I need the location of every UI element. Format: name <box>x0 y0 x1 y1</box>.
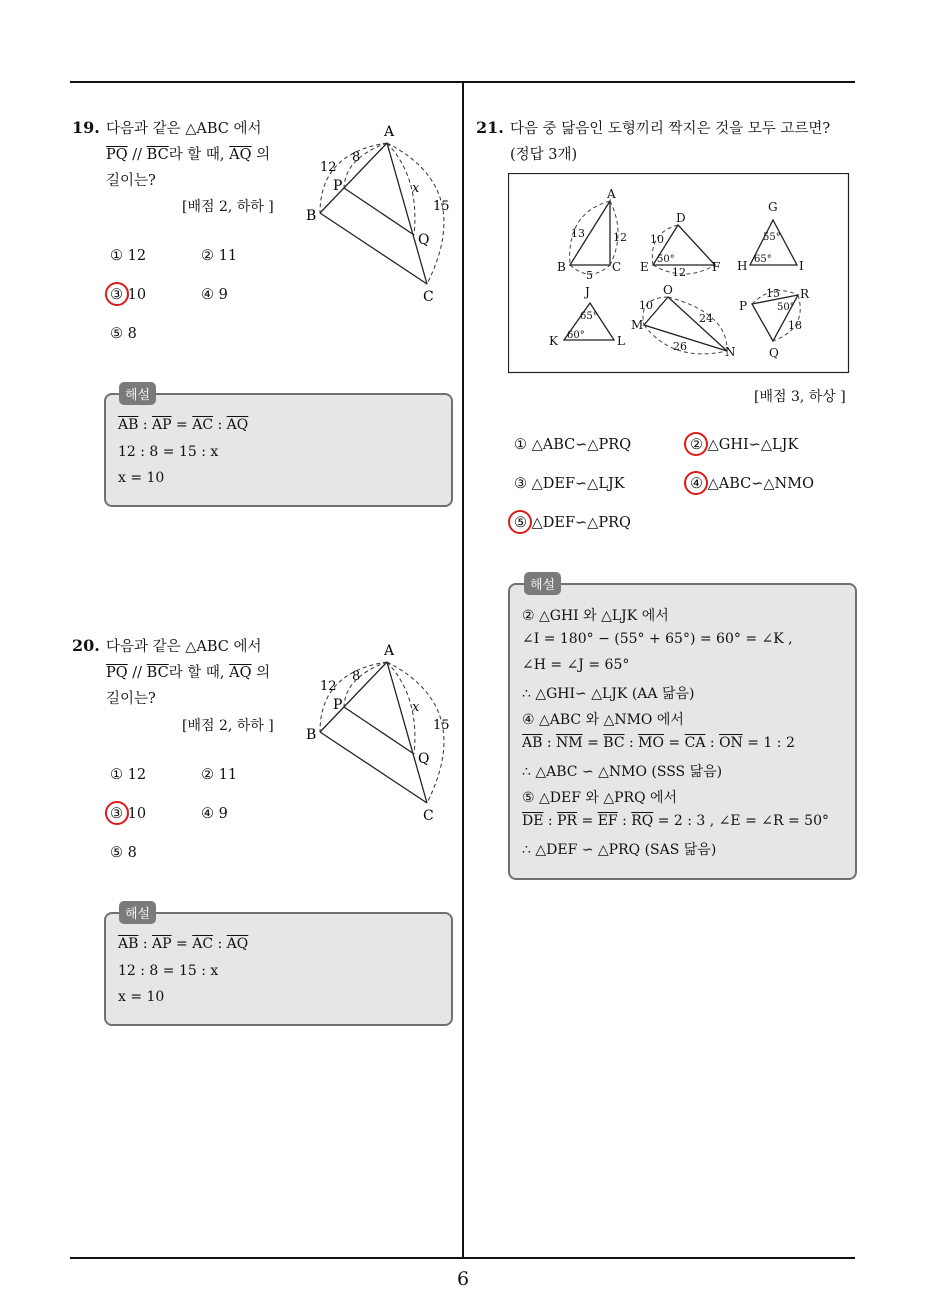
solution-line-3: x = 10 <box>118 470 165 486</box>
solution-tag: 해설 <box>524 572 561 595</box>
len-pr: 15 <box>766 287 780 300</box>
answer-mark-circle <box>684 432 708 456</box>
edge-ac <box>387 662 430 803</box>
angle-e: 50° <box>657 254 675 265</box>
label-a: A <box>607 187 616 201</box>
solution-line-9: $\overline{DE}$ : $\overline{PR} = \overline{EF}$ : $\overline{RQ} = 2$ : 3 , ∠E = ∠R = 50° <box>522 813 829 829</box>
angle-r: 50° <box>777 302 795 313</box>
question-text-line1: 다음과 같은 △ABC 에서 <box>106 639 262 655</box>
edge-ac <box>387 143 430 284</box>
choice-5[interactable]: ⑤ 8 <box>110 845 137 861</box>
angle-j: 65° <box>580 311 598 322</box>
choice-2[interactable]: ② △GHI∽△LJK <box>690 437 799 453</box>
similar-triangles-figure <box>508 173 850 374</box>
len-rq: 18 <box>788 319 802 332</box>
solution-line-2: 12 : 8 = 15 : x <box>118 963 219 979</box>
length-aq: x <box>412 181 420 196</box>
segment-pq-line <box>344 707 414 754</box>
length-aq: x <box>412 700 420 715</box>
vertex-a: A <box>384 124 395 140</box>
question-text-line1: 다음과 같은 △ABC 에서 <box>106 121 262 137</box>
solution-line-10: ∴ △DEF ∽ △PRQ (SAS 닮음) <box>522 842 717 858</box>
bottom-rule <box>70 1257 855 1259</box>
choice-3[interactable]: ③ 10 <box>110 287 147 303</box>
vertex-a: A <box>384 643 395 659</box>
question-number: 20. <box>72 636 100 655</box>
choice-1[interactable]: ① 12 <box>110 767 147 783</box>
text-fragment: 라 할 때, <box>168 147 225 163</box>
answer-mark-circle <box>105 282 129 306</box>
edge-bc <box>320 732 430 803</box>
label-b: B <box>557 260 566 274</box>
choice-4[interactable]: ④ 9 <box>201 806 228 822</box>
choice-3[interactable]: ③ △DEF∽△LJK <box>514 476 625 492</box>
solution-line-3: x = 10 <box>118 989 165 1005</box>
angle-g: 55° <box>763 232 781 243</box>
length-ab: 12 <box>320 160 337 175</box>
label-n: N <box>725 345 736 359</box>
label-p: P <box>739 299 748 313</box>
vertex-b: B <box>306 208 317 224</box>
choice-1[interactable]: ① 12 <box>110 248 147 264</box>
label-o: O <box>663 283 673 297</box>
label-j: J <box>585 285 590 299</box>
length-ac: 15 <box>433 718 450 733</box>
length-ap: 8 <box>352 150 361 165</box>
choice-5[interactable]: ⑤ △DEF∽△PRQ <box>514 515 631 531</box>
segment-aq: $\overline{AQ}$ <box>229 147 252 163</box>
choice-2[interactable]: ② 11 <box>201 248 238 264</box>
solution-line-3: ∠H = ∠J = 65° <box>522 657 630 673</box>
text-fragment: 의 <box>251 665 271 681</box>
solution-tag: 해설 <box>119 901 156 924</box>
point-p: P <box>333 178 343 194</box>
len-on: 24 <box>699 312 713 325</box>
solution-line-7: ∴ △ABC ∽ △NMO (SSS 닮음) <box>522 764 723 780</box>
len-mo: 10 <box>639 299 653 312</box>
answer-mark-circle <box>508 510 532 534</box>
len-bc: 5 <box>586 269 593 282</box>
label-k: K <box>549 334 558 348</box>
choice-4[interactable]: ④ 9 <box>201 287 228 303</box>
len-mn: 26 <box>673 340 687 353</box>
question-number: 21. <box>476 118 504 137</box>
question-text-line3: 길이는? <box>106 691 156 707</box>
solution-line-6: $\overline{AB}$ : $\overline{NM} = \overline{BC}$ : $\overline{MO} = \overline{CA}$ : $\overline{ON} = 1$ : 2 <box>522 735 795 751</box>
points-label: [배점 3, 하상 ] <box>754 389 846 405</box>
answer-mark-circle <box>105 801 129 825</box>
segment-pq: $\overline{PQ}$ <box>106 147 128 163</box>
choice-4[interactable]: ④ △ABC∽△NMO <box>690 476 814 492</box>
choice-5[interactable]: ⑤ 8 <box>110 326 137 342</box>
length-ap: 8 <box>352 669 361 684</box>
length-ab: 12 <box>320 679 337 694</box>
label-m: M <box>631 318 644 332</box>
question-text-line3: 길이는? <box>106 173 156 189</box>
segment-pq: $\overline{PQ}$ <box>106 665 128 681</box>
angle-h: 65° <box>754 254 772 265</box>
solution-tag: 해설 <box>119 382 156 405</box>
solution-line-2: ∠I = 180° − (55° + 65°) = 60° = ∠K , <box>522 631 793 647</box>
label-q: Q <box>769 346 779 360</box>
solution-line-5: ④ △ABC 와 △NMO 에서 <box>522 712 684 728</box>
solution-line-4: ∴ △GHI∽ △LJK (AA 닮음) <box>522 686 695 702</box>
vertex-c: C <box>423 289 434 305</box>
column-divider <box>462 82 464 1258</box>
len-ef: 12 <box>672 266 686 279</box>
label-r: R <box>800 287 810 301</box>
answer-mark-circle <box>684 471 708 495</box>
text-fragment: 라 할 때, <box>168 665 225 681</box>
label-e: E <box>640 260 649 274</box>
label-i: I <box>799 259 804 273</box>
label-g: G <box>768 200 778 214</box>
question-text-line2 <box>106 145 270 165</box>
len-de: 10 <box>650 233 664 246</box>
solution-line-1: $\overline{AB}$ : $\overline{AP} = \overline{AC}$ : $\overline{AQ}$ <box>118 417 249 433</box>
vertex-b: B <box>306 727 317 743</box>
page-number: 6 <box>456 1268 470 1290</box>
question-text-line2 <box>106 663 270 683</box>
len-ac: 12 <box>613 231 627 244</box>
segment-bc: $\overline{BC}$ <box>146 147 169 163</box>
solution-line-8: ⑤ △DEF 와 △PRQ 에서 <box>522 790 678 806</box>
solution-box <box>508 583 857 880</box>
len-ab: 13 <box>571 227 585 240</box>
point-q: Q <box>418 751 430 767</box>
parallel-sign: // <box>127 665 147 681</box>
segment-pq-line <box>344 188 414 235</box>
choice-2[interactable]: ② 11 <box>201 767 238 783</box>
length-ac: 15 <box>433 199 450 214</box>
triangle-figure <box>300 118 460 308</box>
choice-1[interactable]: ① △ABC∽△PRQ <box>514 437 632 453</box>
label-f: F <box>712 260 721 274</box>
label-c: C <box>612 260 622 274</box>
points-label: [배점 2, 하하 ] <box>182 718 274 734</box>
angle-k: 60° <box>567 330 585 341</box>
solution-line-2: 12 : 8 = 15 : x <box>118 444 219 460</box>
question-number: 19. <box>72 118 100 137</box>
solution-line-1: $\overline{AB}$ : $\overline{AP} = \overline{AC}$ : $\overline{AQ}$ <box>118 936 249 952</box>
label-h: H <box>737 259 748 273</box>
edge-bc <box>320 213 430 284</box>
label-d: D <box>676 211 686 225</box>
triangle-figure <box>300 637 460 827</box>
segment-aq: $\overline{AQ}$ <box>229 665 252 681</box>
choice-3[interactable]: ③ 10 <box>110 806 147 822</box>
parallel-sign: // <box>127 147 147 163</box>
vertex-c: C <box>423 808 434 824</box>
solution-line-1: ② △GHI 와 △LJK 에서 <box>522 608 669 624</box>
point-p: P <box>333 697 343 713</box>
points-label: [배점 2, 하하 ] <box>182 199 274 215</box>
point-q: Q <box>418 232 430 248</box>
label-l: L <box>617 334 625 348</box>
question-text-line1: 다음 중 닮음인 도형끼리 짝지은 것을 모두 고르면? <box>510 121 831 137</box>
question-text-line2: (정답 3개) <box>510 147 578 163</box>
text-fragment: 의 <box>251 147 271 163</box>
segment-bc: $\overline{BC}$ <box>146 665 169 681</box>
